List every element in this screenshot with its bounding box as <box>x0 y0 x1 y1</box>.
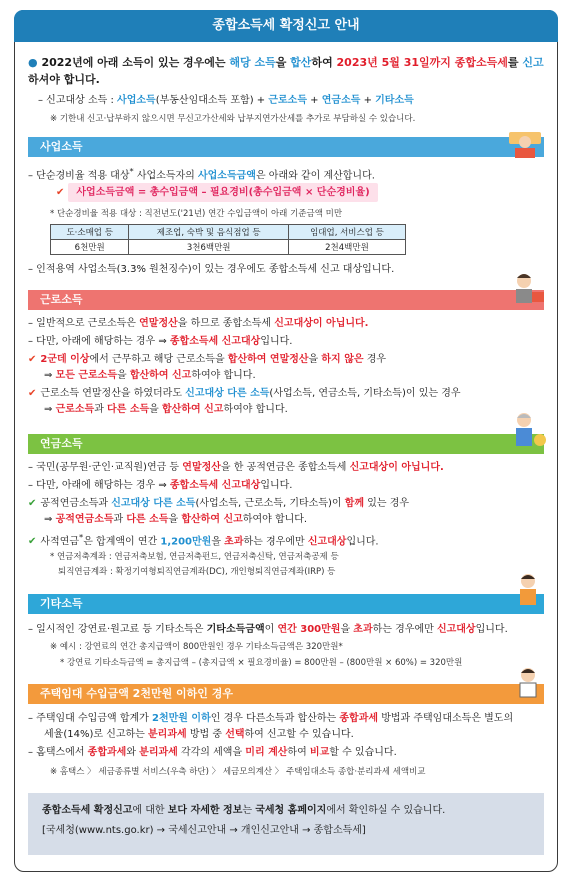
rental-note: ※ 홈택스 〉 세금종류별 서비스(우측 하단) 〉 세금모의계산 〉 주택임대소득 종합·분리과세 세액비교 <box>50 767 426 777</box>
section-header-labor: 근로소득 <box>28 290 544 310</box>
table-cell: 6천만원 <box>51 240 129 255</box>
labor-line4b: ⇒ 근로소득과 다른 소득을 합산하여 신고하여야 합니다. <box>44 404 288 415</box>
table-cell: 2천4백만원 <box>288 240 405 255</box>
pension-line2: – 다만, 아래에 해당하는 경우 ⇒ 종합소득세 신고대상입니다. <box>28 480 293 491</box>
landlord-figure <box>514 666 546 698</box>
section-header-pension: 연금소득 <box>28 434 544 454</box>
intro-note: ※ 기한내 신고·납부하지 않으시면 무신고가산세와 납부지연가산세를 추가로 부담하실 수 있습니다. <box>50 114 416 124</box>
intro-bullet: ● 2022년에 아래 소득이 있는 경우에는 해당 소득을 합산하여 2023년 5월 31일까지 종합소득세를 신고하셔야 합니다. <box>28 56 544 86</box>
pension-note2: 퇴직연금계좌 : 확정기여형퇴직연금계좌(DC), 개인형퇴직연금계좌(IRP) 등 <box>58 567 336 577</box>
rental-line1: – 주택임대 수입금액 합계가 2천만원 이하인 경우 다른소득과 합산하는 종합과세 방법과 주택임대소득은 별도의 <box>28 713 514 724</box>
check-icon: ✔ <box>28 354 37 365</box>
table-header-cell: 제조업, 숙박 및 음식점업 등 <box>129 225 289 240</box>
threshold-table <box>50 224 406 255</box>
pension-note1: * 연금저축계좌 : 연금저축보험, 연금저축펀드, 연금저축신탁, 연금저축공제 등 <box>50 552 339 562</box>
intro-income-types: – 신고대상 소득 : 사업소득(부동산임대소득 포함) + 근로소득 + 연금소득 + 기타소득 <box>38 95 414 106</box>
section-header-business: 사업소득 <box>28 137 544 157</box>
other-line1: – 일시적인 강연료·원고료 등 기타소득은 기타소득금액이 연간 300만원을 초과하는 경우에만 신고대상입니다. <box>28 624 508 635</box>
footer-line2: [국세청(www.nts.go.kr) → 국세신고안내 → 개인신고안내 → 종합소득세] <box>42 825 366 836</box>
business-note: * 단순경비율 적용 대상 : 직전년도('21년) 연간 수입금액이 아래 기준금액 미만 <box>50 209 343 219</box>
pension-line1: – 국민(공무원·군인·교직원)연금 등 연말정산을 한 공적연금은 종합소득세 신고대상이 아닙니다. <box>28 462 444 473</box>
business-formula: 사업소득금액 = 총수입금액 – 필요경비(총수입금액 × 단순경비율) <box>68 183 377 202</box>
table-header-cell: 임대업, 서비스업 등 <box>288 225 405 240</box>
check-icon: ✔ <box>28 498 37 509</box>
worker-figure <box>510 272 546 306</box>
check-icon: ✔ <box>28 388 37 399</box>
page-title: 종합소득세 확정신고 안내 <box>14 10 558 42</box>
rental-line2: – 홈택스에서 종합과세와 분리과세 각각의 세액을 미리 계산하여 비교할 수 있습니다. <box>28 747 397 758</box>
speaker-figure <box>514 572 546 608</box>
labor-line1: – 일반적으로 근로소득은 연말정산을 하므로 종합소득세 신고대상이 아닙니다. <box>28 318 369 329</box>
footer-info-box <box>28 793 544 855</box>
labor-line3: ✔ 2군데 이상에서 근무하고 해당 근로소득을 합산하여 연말정산을 하지 않은 경우 <box>28 354 387 365</box>
section-header-rental: 주택임대 수입금액 2천만원 이하인 경우 <box>28 684 544 704</box>
pension-line3b: ⇒ 공적연금소득과 다른 소득을 합산하여 신고하여야 합니다. <box>44 514 308 525</box>
table-cell: 3천6백만원 <box>129 240 289 255</box>
elderly-figure <box>510 410 550 454</box>
rental-line1b: 세율(14%)로 신고하는 분리과세 방법 중 선택하여 신고할 수 있습니다. <box>44 729 354 740</box>
footer-line1: 종합소득세 확정신고에 대한 보다 자세한 정보는 국세청 홈페이지에서 확인하실 수 있습니다. <box>42 805 446 816</box>
labor-line3b: ⇒ 모든 근로소득을 합산하여 신고하여야 합니다. <box>44 370 256 381</box>
business-line2: – 인적용역 사업소득(3.3% 원천징수)이 있는 경우에도 종합소득세 신고 대상입니다. <box>28 264 395 275</box>
other-example2: * 강연료 기타소득금액 = 총지급액 – (총지급액 × 필요경비율) = 800만원 – (800만원 × 60%) = 320만원 <box>60 658 463 668</box>
labor-line2: – 다만, 아래에 해당하는 경우 ⇒ 종합소득세 신고대상입니다. <box>28 336 293 347</box>
pension-line3: ✔ 공적연금소득과 신고대상 다른 소득(사업소득, 근로소득, 기타소득)이 함께 있는 경우 <box>28 498 410 509</box>
check-icon: ✔ <box>28 536 37 548</box>
pension-line4: ✔ 사적연금*은 합계액이 연간 1,200만원을 초과하는 경우에만 신고대상입니다. <box>28 532 379 548</box>
check-icon: ✔ <box>56 187 65 198</box>
table-header-cell: 도·소매업 등 <box>51 225 129 240</box>
section-header-other: 기타소득 <box>28 594 544 614</box>
labor-line4: ✔ 근로소득 연말정산을 하였더라도 신고대상 다른 소득(사업소득, 연금소득, 기타소득)이 있는 경우 <box>28 388 461 399</box>
other-example1: ※ 예시 : 강연료의 연간 총지급액이 800만원인 경우 기타소득금액은 320만원* <box>50 642 343 652</box>
shop-owner-figure <box>505 126 545 158</box>
business-line1: – 단순경비율 적용 대상* 사업소득자의 사업소득금액은 아래와 같이 계산합니다. <box>28 166 375 182</box>
business-formula-row <box>56 183 572 202</box>
